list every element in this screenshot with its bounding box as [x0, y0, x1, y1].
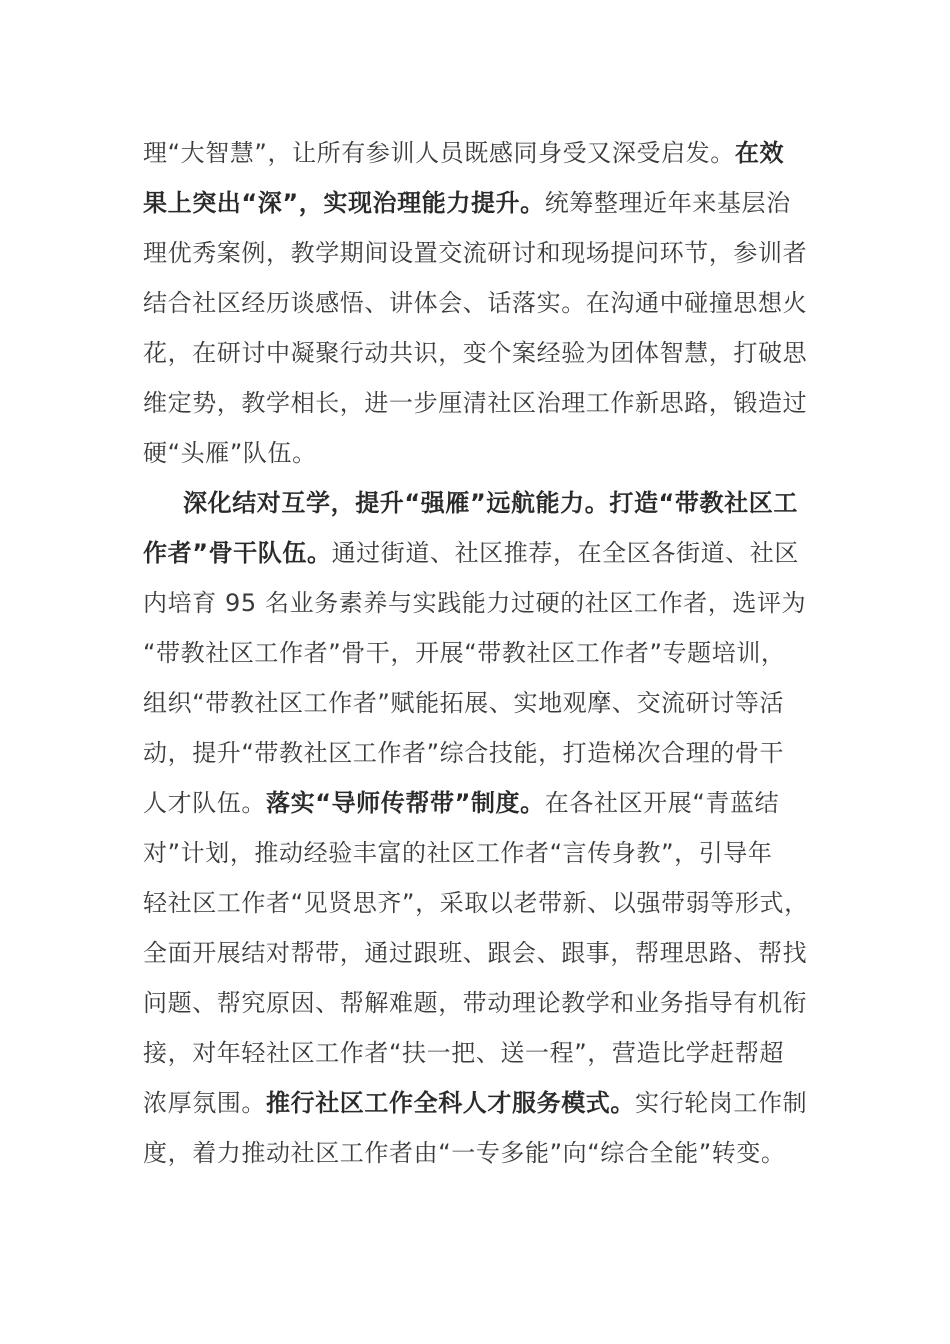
bold-phrase: 作者”骨干队伍。: [143, 539, 332, 567]
text-line: 全面开展结对帮带，通过跟班、跟会、跟事，帮理思路、帮找: [143, 939, 808, 967]
text-line: 硬“头雁”队伍。: [143, 439, 317, 467]
text-line: 结合社区经历谈感悟、讲体会、话落实。在沟通中碰撞思想火: [143, 289, 808, 317]
text-line: 作者”骨干队伍。通过街道、社区推荐，在全区各街道、社区: [143, 539, 799, 567]
section-heading-line: 深化结对互学，提升“强雁”远航能力。打造“带教社区工: [183, 489, 798, 517]
text-line: 动，提升“带教社区工作者”综合技能，打造梯次合理的骨干: [143, 739, 785, 767]
text-line: 轻社区工作者“见贤思齐”，采取以老带新、以强带弱等形式，: [143, 889, 809, 917]
bold-phrase: 推行社区工作全科人才服务模式。: [266, 1089, 635, 1117]
text-line: 组织“带教社区工作者”赋能拓展、实地观摩、交流研讨等活: [143, 689, 785, 717]
bold-phrase: 落实“导师传帮带”制度。: [266, 789, 545, 817]
paragraph-1: [143, 128, 833, 478]
text-line: 对”计划，推动经验丰富的社区工作者“言传身教”，引导年: [143, 839, 773, 867]
text-line: 接，对年轻社区工作者“扶一把、送一程”，营造比学赶帮超: [143, 1039, 785, 1067]
bold-phrase: 果上突出“深”，实现治理能力提升。: [143, 189, 545, 217]
text-line: 度，着力推动社区工作者由“一专多能”向“综合全能”转变。: [143, 1139, 786, 1167]
text-line: “带教社区工作者”骨干，开展“带教社区工作者”专题培训，: [143, 639, 786, 667]
text-line: 理优秀案例，教学期间设置交流研讨和现场提问环节，参训者: [143, 239, 808, 267]
text-line: 浓厚氛围。推行社区工作全科人才服务模式。实行轮岗工作制: [143, 1089, 808, 1117]
paragraph-2: [143, 478, 833, 1178]
text-line: 花，在研讨中凝聚行动共识，变个案经验为团体智慧，打破思: [143, 339, 808, 367]
bold-phrase: 在效: [734, 139, 785, 167]
text-line: 内培育 95 名业务素养与实践能力过硬的社区工作者，选评为: [143, 589, 807, 617]
text-line: 果上突出“深”，实现治理能力提升。统筹整理近年来基层治: [143, 189, 791, 217]
text-line: 问题、帮究原因、帮解难题，带动理论教学和业务指导有机衔: [143, 989, 808, 1017]
text-line: 维定势，教学相长，进一步厘清社区治理工作新思路，锻造过: [143, 389, 808, 417]
text-line: 理“大智慧”，让所有参训人员既感同身受又深受启发。在效: [143, 139, 785, 167]
text-line: 人才队伍。落实“导师传帮带”制度。在各社区开展“青蓝结: [143, 789, 780, 817]
